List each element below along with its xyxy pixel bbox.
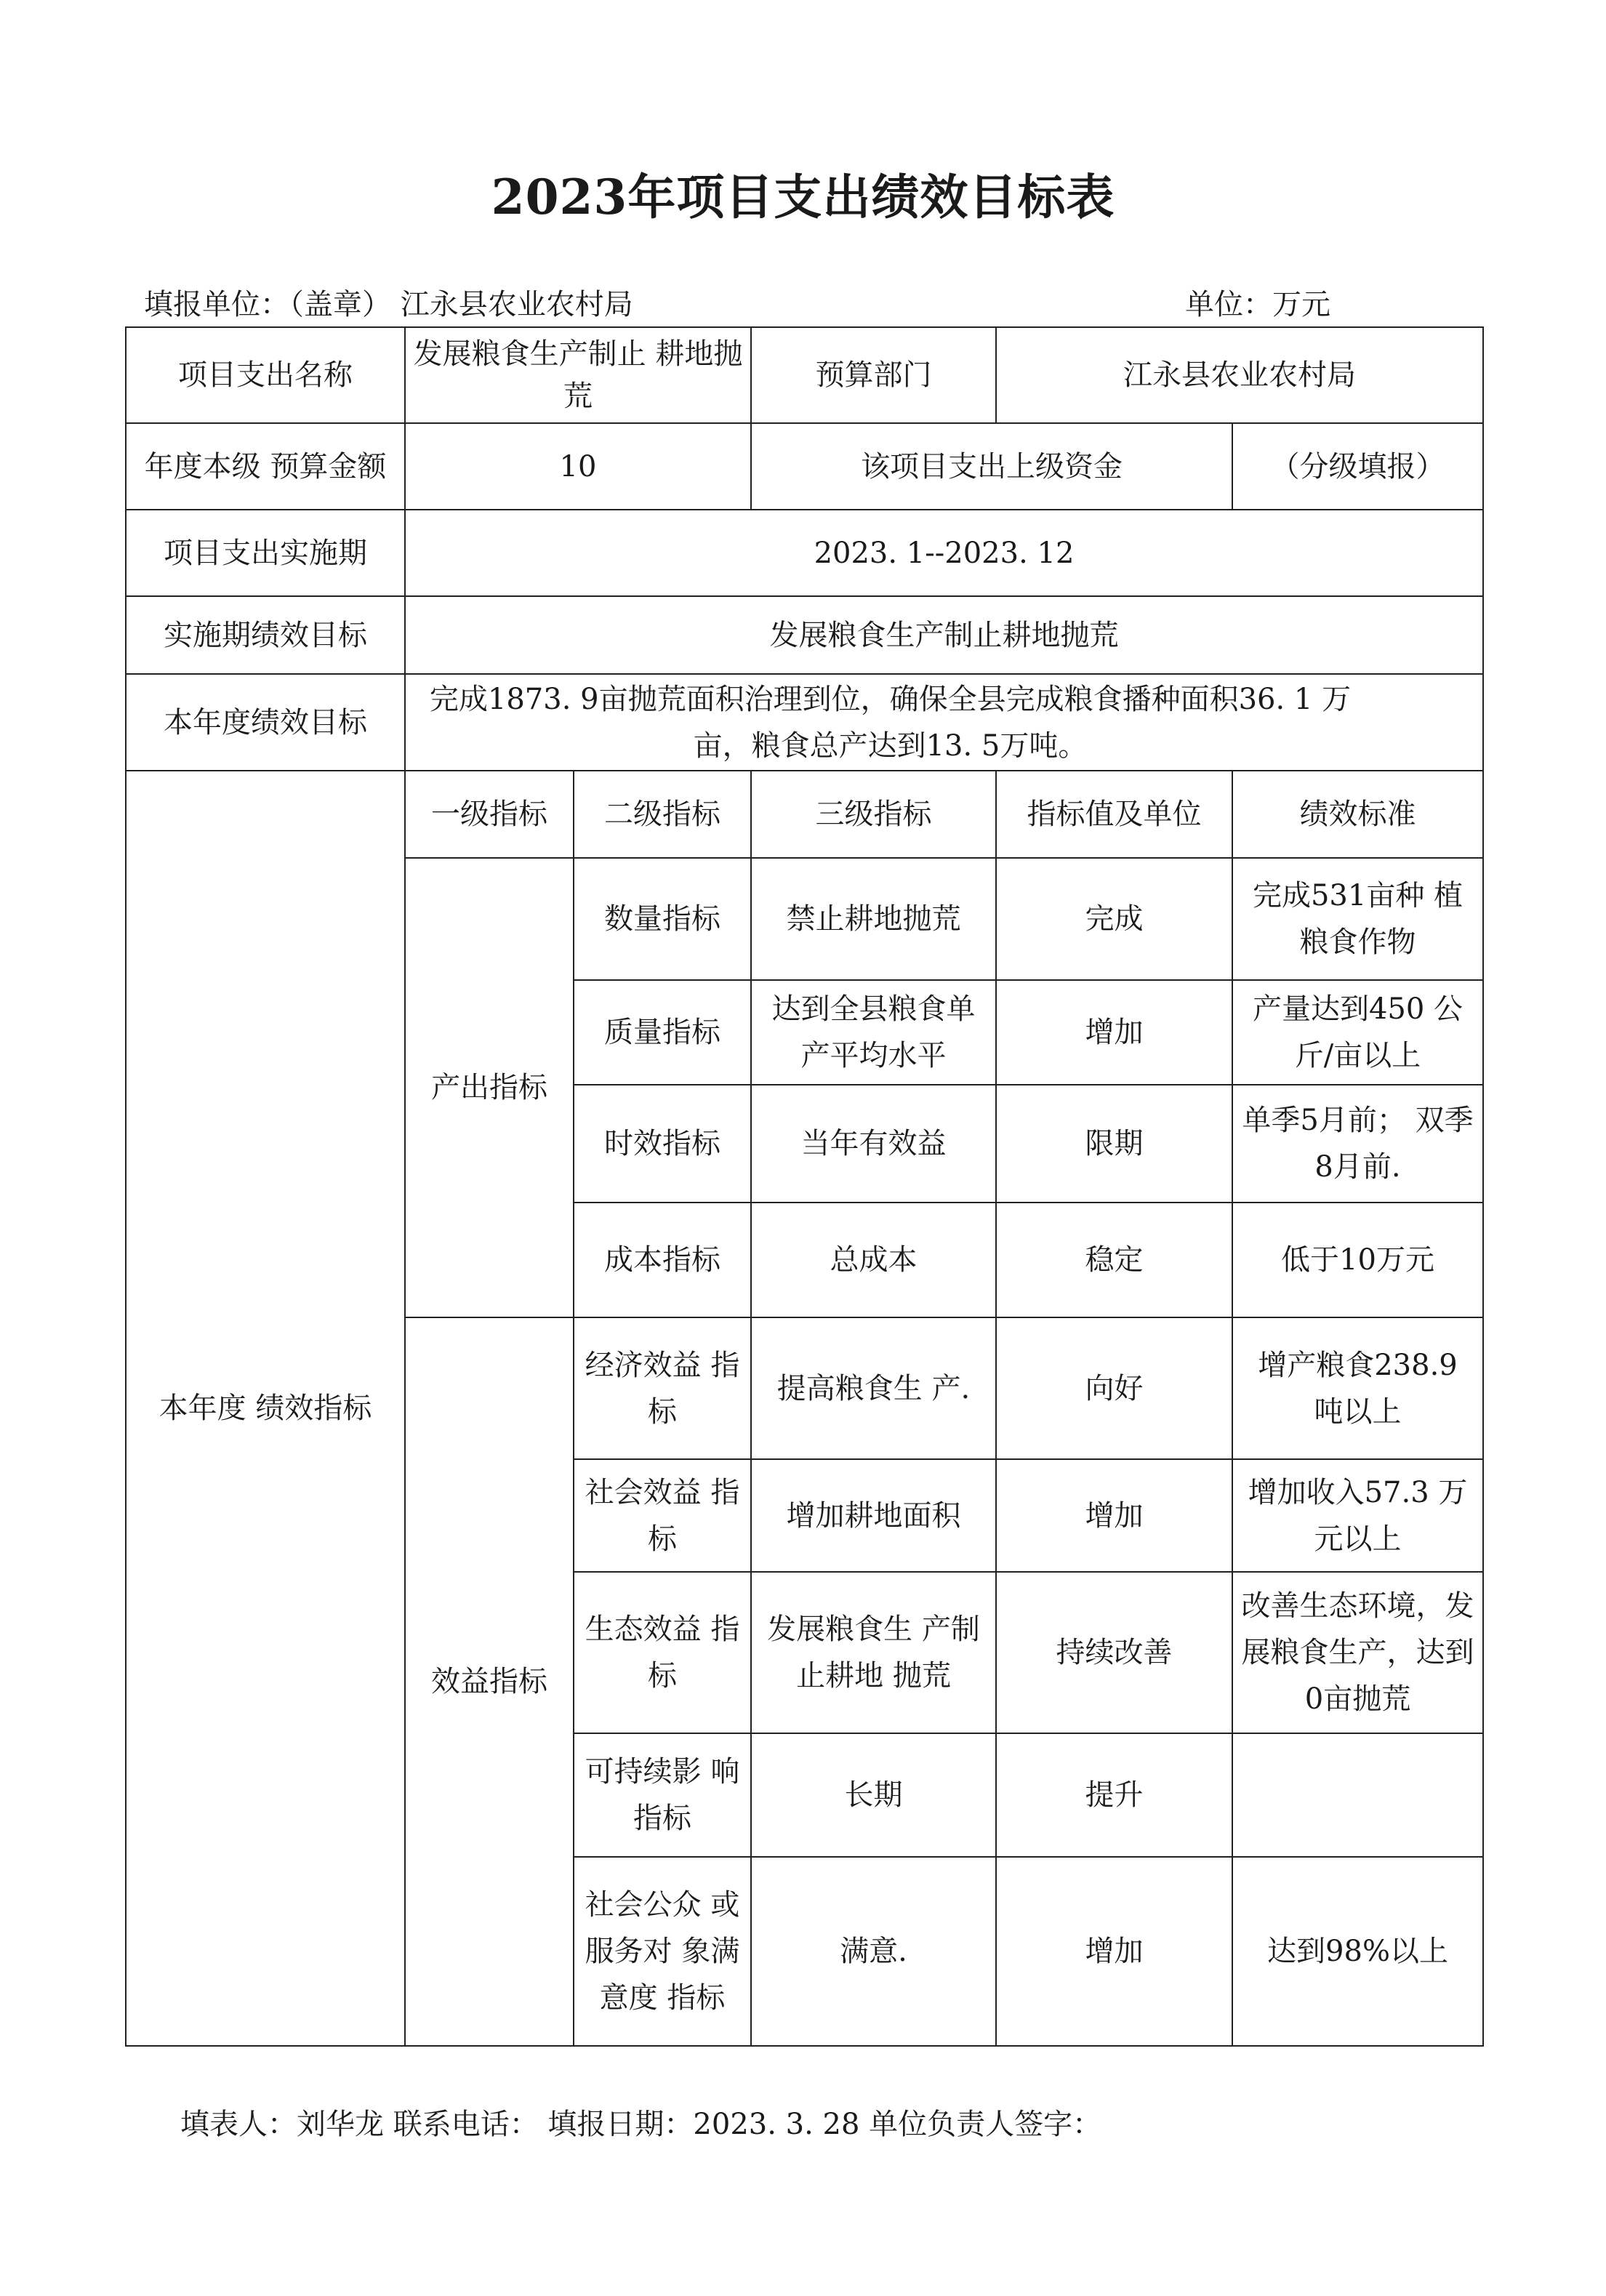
annual-goal-value: 完成1873. 9亩抛荒面积治理到位，确保全县完成粮食播种面积36. 1 万亩，粮食总产达到13. 5万吨。 — [405, 674, 1483, 771]
budget-dept-value: 江永县农业农村局 — [996, 327, 1483, 423]
standard-cell: 完成531亩种 植粮食作物 — [1232, 858, 1483, 980]
value-cell: 完成 — [996, 858, 1232, 980]
superior-funds-note: （分级填报） — [1232, 423, 1483, 510]
annual-goal-label: 本年度绩效目标 — [126, 674, 405, 771]
superior-funds-label: 该项目支出上级资金 — [751, 423, 1232, 510]
performance-table — [125, 326, 1484, 2047]
value-cell: 增加 — [996, 1459, 1232, 1572]
standard-cell: 单季5月前； 双季8月前. — [1232, 1085, 1483, 1203]
value-cell: 持续改善 — [996, 1572, 1232, 1733]
header-level1: 一级指标 — [405, 771, 574, 858]
level3-cell: 满意. — [751, 1857, 996, 2046]
header-standard: 绩效标准 — [1232, 771, 1483, 858]
annual-budget-value: 10 — [405, 423, 751, 510]
row-period — [126, 510, 1483, 596]
row-annual-budget — [126, 423, 1483, 510]
level2-cell: 社会公众 或服务对 象满意度 指标 — [574, 1857, 751, 2046]
header-level2: 二级指标 — [574, 771, 751, 858]
annual-budget-label: 年度本级 预算金额 — [126, 423, 405, 510]
standard-cell: 改善生态环境，发展粮食生产，达到0亩抛荒 — [1232, 1572, 1483, 1733]
level3-cell: 长期 — [751, 1733, 996, 1857]
level3-cell: 禁止耕地抛荒 — [751, 858, 996, 980]
filler-unit: 填报单位：（盖章） 江永县农业农村局 — [144, 288, 633, 321]
value-cell: 稳定 — [996, 1203, 1232, 1317]
indicators-section-label: 本年度 绩效指标 — [126, 771, 405, 2046]
row-project-name — [126, 327, 1483, 423]
level2-cell: 时效指标 — [574, 1085, 751, 1203]
level3-cell: 达到全县粮食单产平均水平 — [751, 980, 996, 1085]
level3-cell: 发展粮食生 产制止耕地 抛荒 — [751, 1572, 996, 1733]
level2-cell: 生态效益 指标 — [574, 1572, 751, 1733]
level2-cell: 成本指标 — [574, 1203, 751, 1317]
level2-cell: 社会效益 指标 — [574, 1459, 751, 1572]
unit-label: 单位：万元 — [1185, 288, 1330, 321]
period-label: 项目支出实施期 — [126, 510, 405, 596]
header-value: 指标值及单位 — [996, 771, 1232, 858]
level3-cell: 增加耕地面积 — [751, 1459, 996, 1572]
level3-cell: 当年有效益 — [751, 1085, 996, 1203]
value-cell: 限期 — [996, 1085, 1232, 1203]
period-value: 2023. 1--2023. 12 — [405, 510, 1483, 596]
output-indicator-label: 产出指标 — [405, 858, 574, 1317]
value-cell: 向好 — [996, 1317, 1232, 1459]
project-name-label: 项目支出名称 — [126, 327, 405, 423]
standard-cell — [1232, 1733, 1483, 1857]
value-cell: 增加 — [996, 1857, 1232, 2046]
footer-signature-line: 填表人：刘华龙 联系电话： 填报日期：2023. 3. 28 单位负责人签字： — [180, 2108, 1102, 2141]
level2-cell: 数量指标 — [574, 858, 751, 980]
page-title: 2023年项目支出绩效目标表 — [491, 169, 1115, 225]
project-name-value: 发展粮食生产制止 耕地抛荒 — [405, 327, 751, 423]
period-goal-value: 发展粮食生产制止耕地抛荒 — [405, 596, 1483, 674]
level3-cell: 提高粮食生 产. — [751, 1317, 996, 1459]
standard-cell: 增加收入57.3 万元以上 — [1232, 1459, 1483, 1572]
header-level3: 三级指标 — [751, 771, 996, 858]
benefit-indicator-label: 效益指标 — [405, 1317, 574, 2046]
budget-dept-label: 预算部门 — [751, 327, 996, 423]
standard-cell: 增产粮食238.9 吨以上 — [1232, 1317, 1483, 1459]
period-goal-label: 实施期绩效目标 — [126, 596, 405, 674]
level2-cell: 质量指标 — [574, 980, 751, 1085]
standard-cell: 低于10万元 — [1232, 1203, 1483, 1317]
indicator-header-row — [126, 771, 1483, 858]
level2-cell: 可持续影 响指标 — [574, 1733, 751, 1857]
level2-cell: 经济效益 指标 — [574, 1317, 751, 1459]
row-annual-goal — [126, 674, 1483, 771]
standard-cell: 产量达到450 公斤/亩以上 — [1232, 980, 1483, 1085]
value-cell: 提升 — [996, 1733, 1232, 1857]
row-period-goal — [126, 596, 1483, 674]
standard-cell: 达到98%以上 — [1232, 1857, 1483, 2046]
level3-cell: 总成本 — [751, 1203, 996, 1317]
value-cell: 增加 — [996, 980, 1232, 1085]
